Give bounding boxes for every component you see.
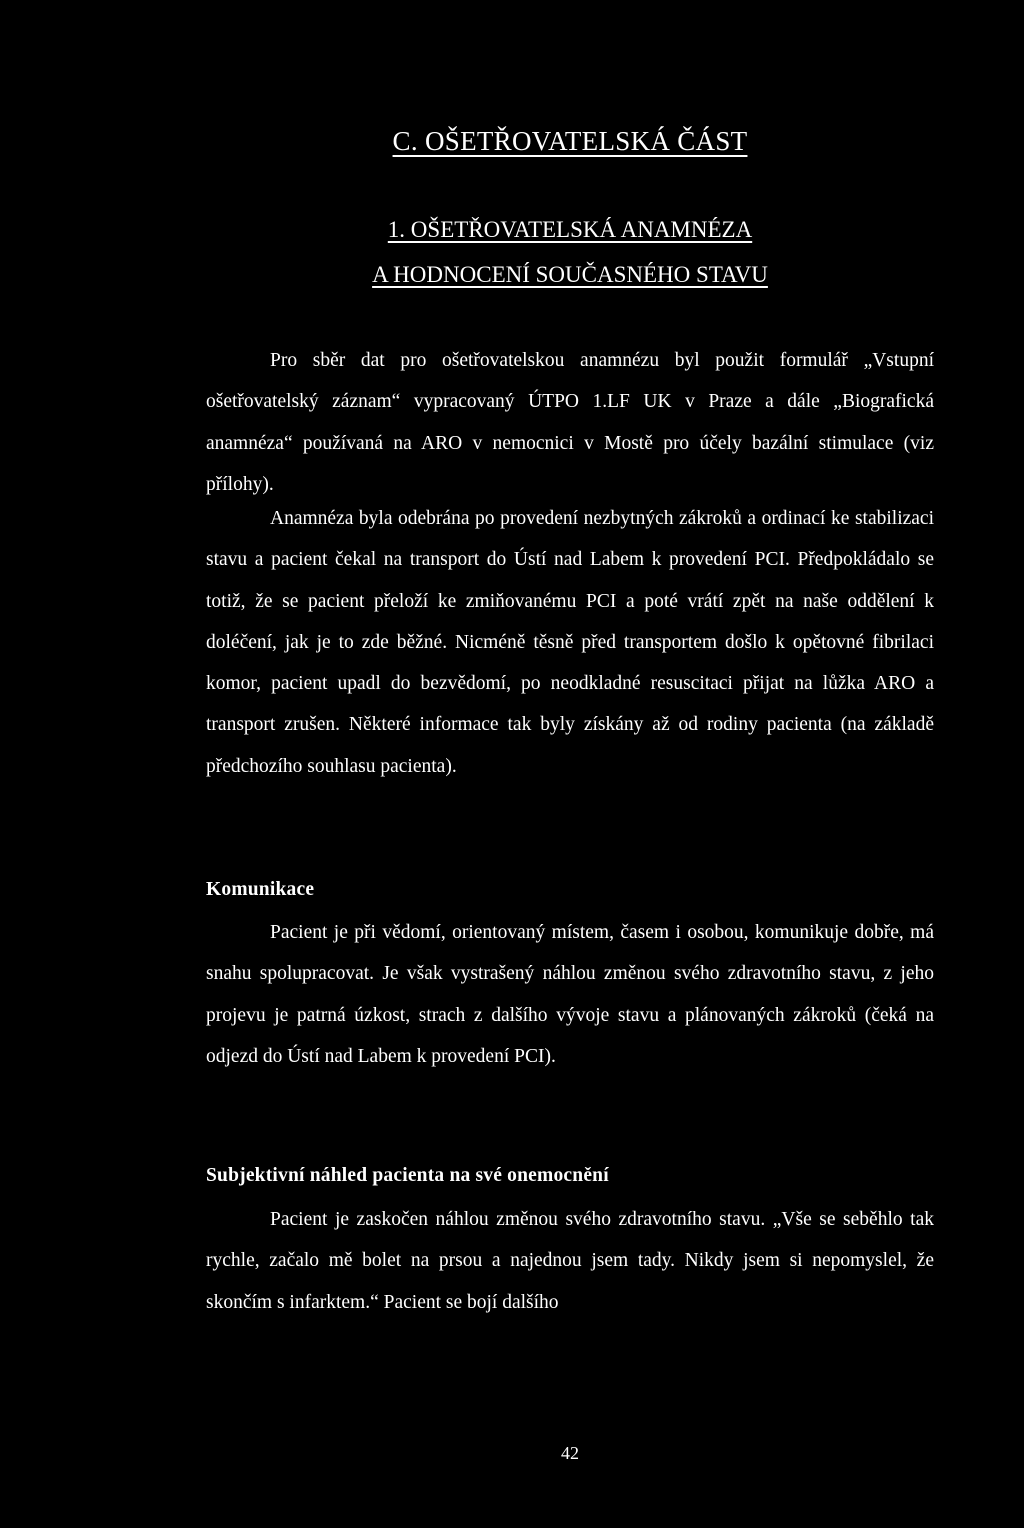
- patient-view-heading: Subjektivní náhled pacienta na své onemocnění: [206, 1165, 609, 1186]
- intro-paragraph: Pro sběr dat pro ošetřovatelskou anamnézu byl použit formulář „Vstupní ošetřovatelský záznam“ vypracovaný ÚTPO 1.LF UK v Praze a dále „Biografická anamnéza“ používaná na ARO v nemocnici v Mostě pro účely bazální stimulace (viz přílohy).: [206, 350, 934, 495]
- patient-view-paragraph: Pacient je zaskočen náhlou změnou svého zdravotního stavu. „Vše se seběhlo tak rychle, začalo mě bolet na prsou a najednou jsem tady. Nikdy jsem si nepomyslel, že skončím s infarktem.“ Pacient se bojí dalšího: [206, 1209, 934, 1313]
- communication-heading: Komunikace: [206, 879, 315, 900]
- section-title-line-2: A HODNOCENÍ SOUČASNÉHO STAVU: [372, 262, 768, 287]
- chapter-title: C. OŠETŘOVATELSKÁ ČÁST: [392, 126, 748, 156]
- anamnesis-paragraph: Anamnéza byla odebrána po provedení nezbytných zákroků a ordinací ke stabilizaci stavu a pacient čekal na transport do Ústí nad Labem k provedení PCI. Předpokládalo se totiž, že se pacient přeloží ke zmiňovanému PCI a poté vrátí zpět na naše oddělení k doléčení, jak je to zde běžné. Nicméně těsně před transportem došlo k opětovné fibrilaci komor, pacient upadl do bezvědomí, po neodkladné resuscitaci přijat na lůžka ARO a transport zrušen. Některé informace tak byly získány až od rodiny pacienta (na základě předchozího souhlasu pacienta).: [206, 508, 934, 777]
- communication-paragraph: Pacient je při vědomí, orientovaný místem, časem i osobou, komunikuje dobře, má snahu spolupracovat. Je však vystrašený náhlou změnou svého zdravotního stavu, z jeho projevu je patrná úzkost, strach z dalšího vývoje stavu a plánovaných zákroků (čeká na odjezd do Ústí nad Labem k provedení PCI).: [206, 922, 934, 1067]
- page-number: 42: [561, 1443, 579, 1463]
- section-title-line-1: 1. OŠETŘOVATELSKÁ ANAMNÉZA: [387, 217, 753, 242]
